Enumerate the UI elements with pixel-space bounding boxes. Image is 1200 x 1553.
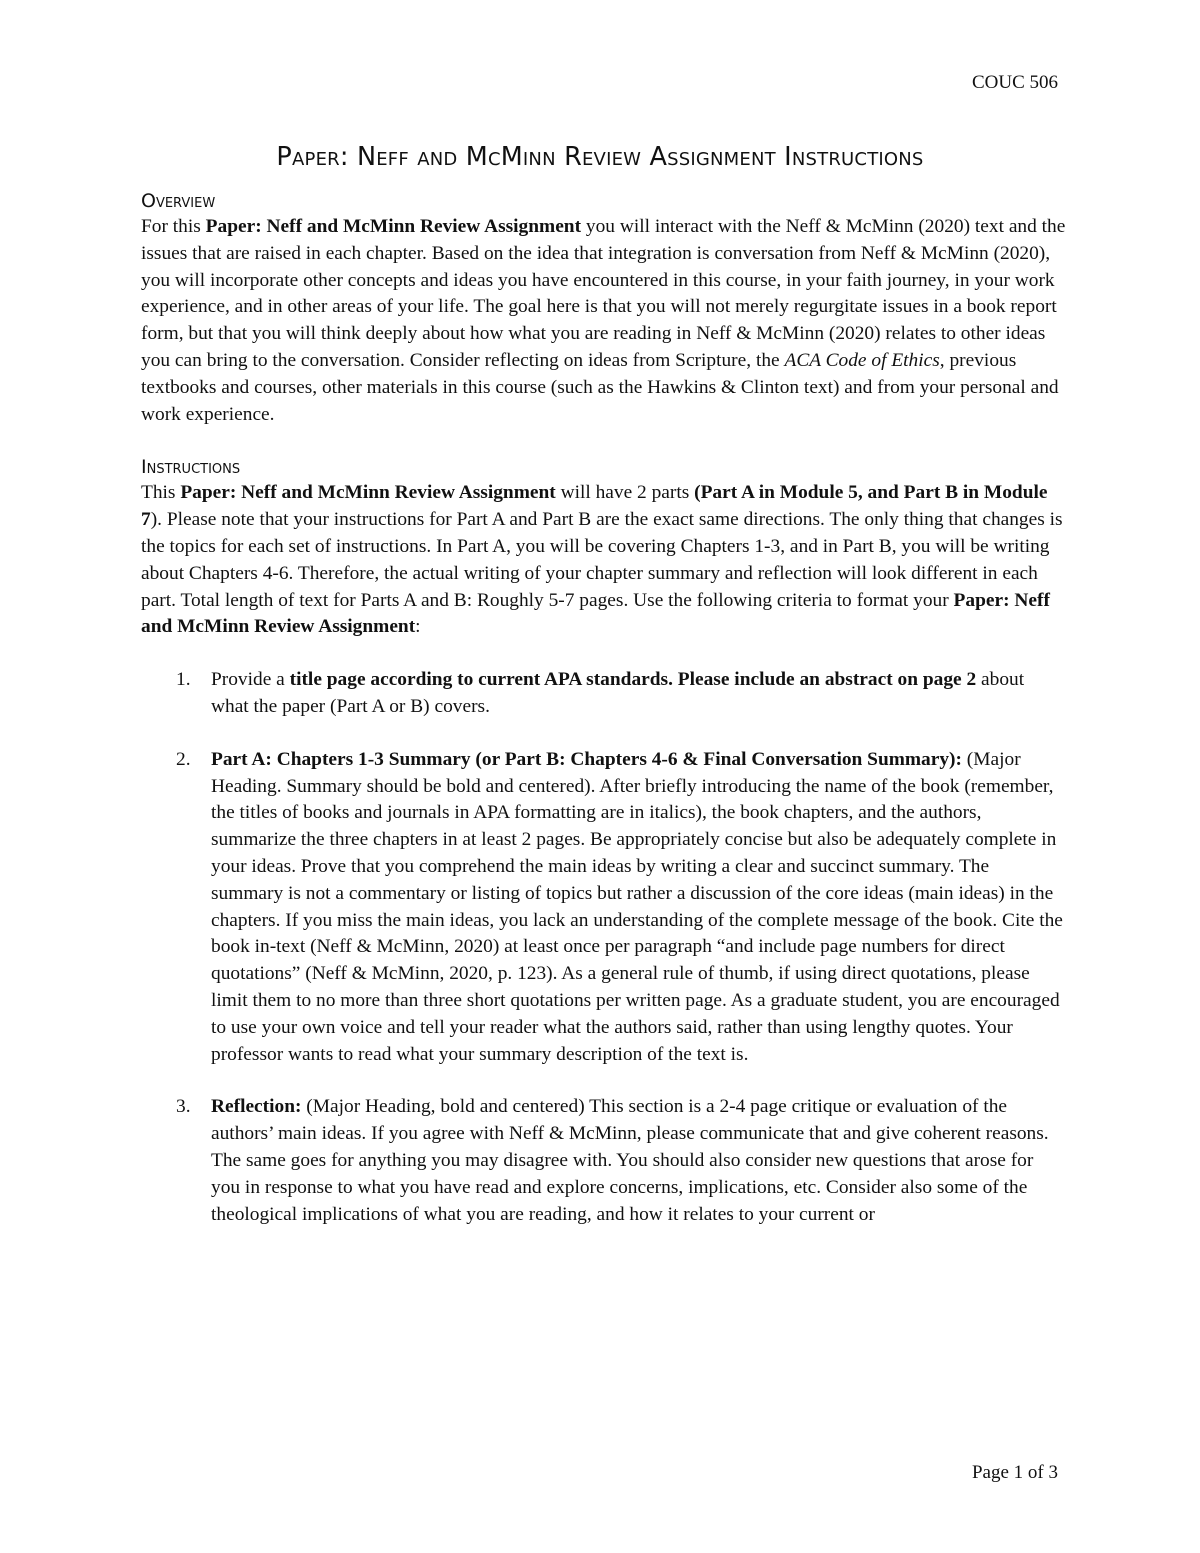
criteria-number: 3. [176, 1096, 191, 1118]
instructions-text-1: will have 2 parts [555, 482, 695, 504]
criteria-list [141, 667, 1066, 1228]
page-number-footer: Page 1 of 3 [971, 1462, 1058, 1483]
instructions-heading: Instructions [141, 456, 241, 479]
overview-paragraph [141, 214, 1066, 428]
criteria-number: 2. [176, 748, 191, 770]
instructions-assignment-name-2: Paper: Neff and McMinn Review Assignment [141, 589, 1050, 638]
instructions-intro: This [141, 482, 181, 504]
criteria-bold: Part A: Chapters 1-3 Summary (or Part B: Chapters 4-6 & Final Conversation Summary): [211, 748, 962, 770]
document-body [141, 188, 1066, 1254]
criteria-bold: Reflection: [211, 1096, 302, 1118]
criteria-lead: Provide a [211, 669, 290, 691]
course-code-header: COUC 506 [971, 72, 1058, 93]
instructions-text-3: : [415, 616, 421, 638]
overview-text-2: , previous textbooks and courses, other materials in this course (such as the Hawkins & Clinton text) and from your personal and work experience. [141, 349, 1059, 425]
instructions-text-2: ). Please note that your instructions for Part A and Part B are the exact same directions. The only thing that changes is the topics for each set of instructions. In Part A, you will be covering Chapters 1-3, and in Part B, you will be writing about Chapters 4-6. Therefore, the actual writing of your chapter summary and reflection will look different in each part. Total length of text for Parts A and B: Roughly 5-7 pages. Use the following criteria to format your [141, 509, 1063, 611]
overview-assignment-name: Paper: Neff and McMinn Review Assignment [205, 216, 582, 237]
document-title: Paper: Neff and McMinn Review Assignment Instructions [276, 142, 924, 172]
aca-code-title: ACA Code of Ethics [784, 349, 940, 371]
criteria-text: (Major Heading, bold and centered) This section is a 2-4 page critique or evaluation of the authors’ main ideas. If you agree with Neff & McMinn, please communicate that and give coherent reasons. The same goes for anything you may disagree with. You should also consider new questions that arose for you in response to what you have read and explore concerns, implications, etc. Consider also some of the theological implications of what you are reading, and how it relates to your current or [211, 1096, 1049, 1225]
instructions-paragraph [141, 480, 1066, 641]
instructions-assignment-name: Paper: Neff and McMinn Review Assignment [180, 482, 556, 504]
overview-text-1: you will interact with the Neff & McMinn (2020) text and the issues that are raised in each chapter. Based on the idea that integration is conversation from Neff & McMinn (2020), you will incorporate other concepts and ideas you have encountered in this course, in your faith journey, in your work experience, and in other areas of your life. The goal here is that you will not merely regurgitate issues in a book report form, but that you will think deeply about how what you are reading in Neff & McMinn (2020) relates to other ideas you can bring to the conversation. Consider reflecting on ideas from Scripture, the [141, 216, 1066, 371]
criteria-item [141, 667, 1066, 721]
criteria-item [141, 1094, 1066, 1228]
criteria-number: 1. [176, 669, 191, 691]
criteria-text: (Major Heading. Summary should be bold and centered). After briefly introducing the name of the book (remember, the titles of books and journals in APA formatting are in italics), the book chapters, and the authors, summarize the three chapters in at least 2 pages. Be appropriately concise but also be adequately complete in your ideas. Prove that you comprehend the main ideas by writing a clear and succinct summary. The summary is not a commentary or listing of topics but rather a discussion of the core ideas (main ideas) in the chapters. If you miss the main ideas, you lack an understanding of the complete message of the book. Cite the book in-text (Neff & McMinn, 2020) at least once per paragraph “and include page numbers for direct quotations” (Neff & McMinn, 2020, p. 123). As a general rule of thumb, if using direct quotations, please limit them to no more than three short quotations per written page. As a graduate student, you are encouraged to use your own voice and tell your reader what the authors said, rather than using lengthy quotes. Your professor wants to read what your summary description of the text is. [211, 748, 1063, 1065]
criteria-text: about what the paper (Part A or B) covers. [211, 669, 1025, 717]
overview-intro: For this [141, 216, 206, 237]
criteria-bold: title page according to current APA standards. Please include an abstract on page 2 [289, 669, 977, 691]
criteria-item [141, 747, 1066, 1069]
instructions-parts: (Part A in Module 5, and Part B in Module 7 [141, 482, 1048, 531]
overview-heading: Overview [141, 190, 216, 212]
